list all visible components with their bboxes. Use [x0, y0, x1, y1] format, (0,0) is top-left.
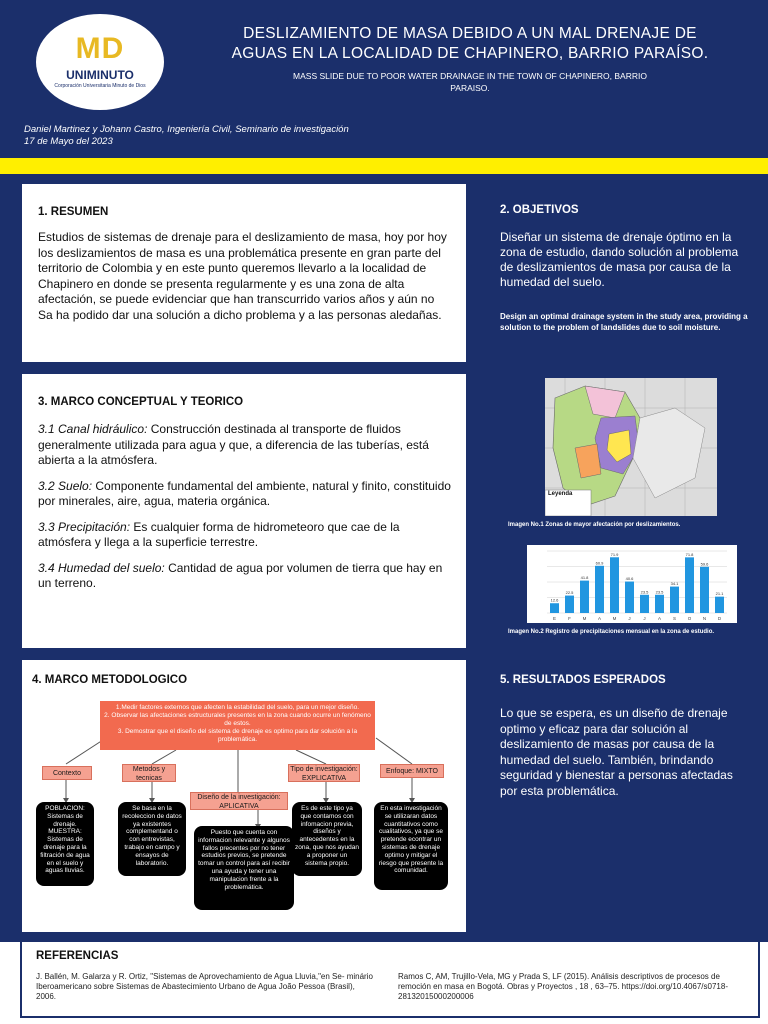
map-legend-label: Leyenda — [548, 491, 573, 497]
poster-title — [190, 24, 750, 64]
chart-data-label: 21.1 — [715, 591, 724, 597]
chart-data-label: 41.8 — [580, 575, 589, 581]
image1-caption: Imagen No.1 Zonas de mayor afectación por deslizamientos. — [508, 522, 681, 528]
tipo-description-box: Es de este tipo ya que contamos con infomacion previa, diseños y antecedentes en la zona, que nos ayudan a proponer un sistema propio. — [292, 802, 362, 876]
chart-category-label: N — [702, 616, 707, 621]
marco-term: 3.4 Humedad del suelo: — [38, 560, 165, 575]
chart-bar — [670, 587, 679, 613]
connector-enfoque — [376, 738, 412, 764]
chart-bar — [580, 581, 589, 613]
chart-category-label: E — [552, 616, 557, 621]
title-en-line-1: MASS SLIDE DUE TO POOR WATER DRAINAGE IN THE TOWN OF CHAPINERO, BARRIO — [293, 71, 647, 81]
precipitation-chart — [527, 545, 737, 623]
chart-data-label: 59.6 — [700, 561, 709, 567]
objetivos-text: Diseñar un sistema de drenaje óptimo en la zona de estudio, dando solución al problema de deslizamientos de masa por causa de la humedad del suelo. — [500, 230, 739, 289]
referencias-section — [20, 940, 760, 1018]
chart-category-label: O — [687, 616, 692, 621]
poblacion-box: POBLACION: Sistemas de drenaje. MUESTRA: Sistemas de drenaje para la filtración de agua en el suelo y aguas lluvias. — [36, 802, 94, 886]
chart-data-label: 40.6 — [625, 576, 634, 582]
marco-term: 3.3 Precipitación: — [38, 519, 131, 534]
methodology-diagram — [26, 698, 456, 913]
enfoque-box: Enfoque: MIXTO — [380, 764, 444, 778]
chart-bar — [700, 567, 709, 613]
marco-item — [38, 520, 452, 551]
chart-bar — [565, 596, 574, 613]
chart-category-label: M — [582, 616, 587, 621]
yellow-divider — [0, 158, 768, 174]
contexto-box: Contexto — [42, 766, 92, 780]
chart-category-label: F — [568, 616, 571, 621]
chart-bar — [595, 566, 604, 613]
marco-definition: Cantidad de agua por volumen de tierra que hay en un terreno. — [38, 560, 443, 590]
title-line-2: AGUAS EN LA LOCALIDAD DE CHAPINERO, BARRIO PARAÍSO. — [231, 45, 709, 62]
chart-data-label: 12.6 — [550, 597, 559, 603]
chart-category-label: M — [612, 616, 617, 621]
marco-conceptual-section — [20, 372, 468, 650]
objective-line: 2. Observar las afectaciones estructurales presentes en la zona cuando ocurre un fenómeno de estos. — [104, 712, 371, 727]
chart-data-label: 22.5 — [565, 590, 574, 596]
marco-definition: Construcción destinada al transporte de fluidos generalmente utilizada para agua y que, a diferencia de las tuberías, está abierta a la atmósfera. — [38, 422, 429, 467]
chart-bar — [640, 595, 649, 613]
marco-item — [38, 561, 452, 592]
chart-category-label: J — [628, 616, 631, 621]
header-banner — [0, 0, 768, 158]
chapinero-map-image — [545, 378, 717, 516]
chart-bar — [685, 557, 694, 613]
marco-item — [38, 422, 452, 469]
chart-bar — [550, 603, 559, 613]
chart-data-label: 34.1 — [670, 581, 679, 587]
marco-items — [38, 422, 452, 592]
chart-category-label: D — [717, 616, 722, 621]
chart-category-label: A — [657, 616, 662, 621]
resultados-heading: 5. RESULTADOS ESPERADOS — [500, 674, 666, 686]
resumen-section — [20, 182, 468, 364]
title-en-line-2: PARAISO. — [450, 83, 490, 93]
marco-term: 3.1 Canal hidráulico: — [38, 422, 148, 436]
date-line: 17 de Mayo del 2023 — [24, 136, 113, 147]
title-line-1: DESLIZAMIENTO DE MASA DEBIDO A UN MAL DRENAJE DE — [243, 25, 697, 42]
objetivos-text-english: Design an optimal drainage system in the study area, providing a solution to the problem of landslides due to soil moisture. — [500, 312, 748, 332]
chart-data-label: 23.5 — [640, 589, 649, 595]
connector-metodos — [152, 750, 176, 764]
marco-term: 3.2 Suelo: — [38, 478, 93, 493]
chart-bar — [625, 582, 634, 613]
objective-line: 3. Demostrar que el diseño del sistema de drenaje es optimo para dar solución a la problemática. — [117, 728, 358, 743]
precipitation-chart-svg — [527, 545, 737, 623]
objective-line: 1.Medir factores externos que afecten la estabilidad del suelo, para un mejor diseño. — [115, 704, 360, 711]
chart-bar — [610, 557, 619, 613]
marco-definition: Es cualquier forma de hidrometeoro que cae de la atmósfera y llega a la superficie terrestre. — [38, 519, 400, 549]
objectives-box — [100, 701, 375, 750]
chart-bar — [655, 595, 664, 613]
tipo-box: Tipo de investigación: EXPLICATIVA — [288, 764, 360, 782]
authors-block — [24, 124, 349, 148]
reference-2: Ramos C, AM, Trujillo-Vela, MG y Prada S, LF (2015). Análisis descriptivos de procesos de remoción en masa en Bogotá. Obras y Proyectos , 18 , 63–75. https://doi.org/10.4067/s0718-28132015000200006 — [398, 972, 728, 1001]
objetivos-heading: 2. OBJETIVOS — [500, 204, 579, 216]
connector-tipo — [296, 750, 326, 764]
marco-definition: Componente fundamental del ambiente, natural y finito, constituido por minerales, aire, agua, materia orgánica. — [38, 478, 451, 508]
resultados-text: Lo que se espera, es un diseño de drenaje optimo y eficaz para dar solución al deslizamiento de masas por causa de la humedad del suelo. También, brindando seguridad y bienestar a personas afectadas por esta problemática. — [500, 706, 733, 798]
chart-data-label: 60.9 — [595, 560, 604, 566]
referencias-heading: REFERENCIAS — [36, 950, 119, 962]
marco-item — [38, 479, 452, 510]
chart-data-label: 23.5 — [655, 589, 664, 595]
marco-heading: 3. MARCO CONCEPTUAL Y TEORICO — [38, 396, 244, 408]
metodologico-heading: 4. MARCO METODOLOGICO — [32, 674, 188, 686]
authors-line: Daniel Martinez y Johann Castro, Ingeniería Civil, Seminario de investigación — [24, 124, 349, 135]
chart-data-label: 71.9 — [610, 551, 619, 557]
diseno-box: Diseño de la investigación: APLICATIVA — [190, 792, 288, 810]
resumen-heading: 1. RESUMEN — [38, 206, 109, 218]
metodos-box: Metodos y tecnicas — [122, 764, 176, 782]
reference-1: J. Ballén, M. Galarza y R. Ortiz, "Sistemas de Aprovechamiento de Agua Lluvia,"en Se- minário Iberoamericano sobre Sistemas de Abastecimiento Urbano de Agua João Pessoa (Brasil), 2006. — [36, 972, 373, 1001]
chart-data-label: 71.8 — [685, 551, 694, 557]
logo-md-text: MD — [75, 32, 125, 65]
chart-category-label: J — [643, 616, 646, 621]
poster-title-english — [230, 70, 710, 94]
uniminuto-logo — [36, 14, 164, 110]
metodos-description-box: Se basa en la recoleccion de datos ya existentes complementand o con entrevistas, trabajo en campo y ensayos de laboratorio. — [118, 802, 186, 876]
image2-caption: Imagen No.2 Registro de precipitaciones mensual en la zona de estudio. — [508, 629, 715, 635]
logo-name: UNIMINUTO — [66, 68, 134, 82]
enfoque-description-box: En esta investigación se utilizaran datos cuantitativos como cualitativos, ya que se pretende econtrar un sistemas de drenaje optimo y mitigar el riesgo que presente la comunidad. — [374, 802, 448, 890]
resumen-text: Estudios de sistemas de drenaje para el deslizamiento de masa, hoy por hoy los deslizamientos de masa es una problemática presente en gran parte del territorio de Colombia y en este punto queremos llevarlo a la localidad de Chapinero en donde se presenta regularmente y es una zona de alta afectación, se puede evidenciar que han transcurrido varios años y aún no Sa ha podido dar una solución a dicho problema y a las personas aledañas. — [38, 230, 447, 322]
chart-bar — [715, 597, 724, 613]
chart-category-label: A — [597, 616, 602, 621]
diseno-description-box: Puesto que cuenta con informacion relevante y algunos fallos precentes por no tener estudios previos, se pretende tomar un control para así recibir una ayuda y tener una manipulacion frente a la problemática. — [194, 826, 294, 910]
chart-category-label: S — [672, 616, 677, 621]
logo-subtitle: Corporación Universitaria Minuto de Dios — [54, 83, 146, 89]
